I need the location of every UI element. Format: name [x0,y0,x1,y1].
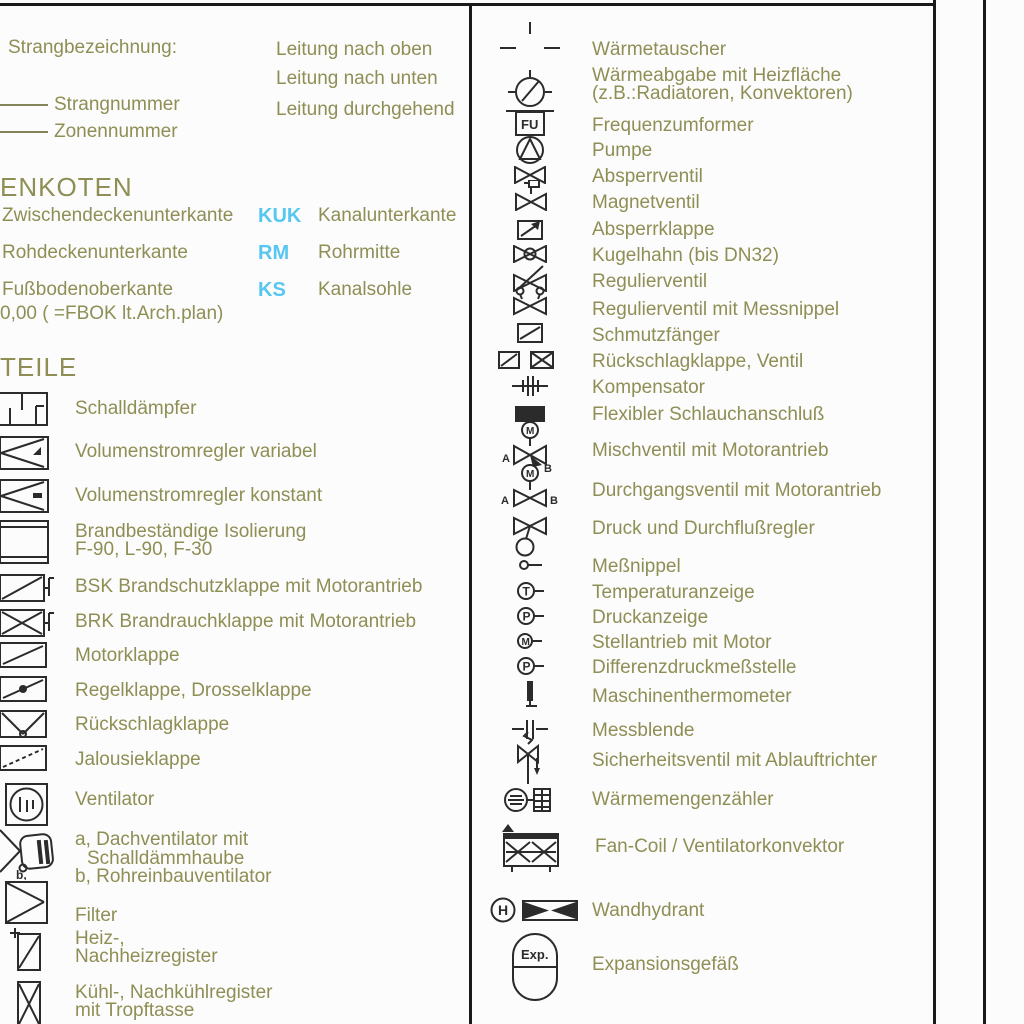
legend-label-line2: mit Tropftasse [75,1000,195,1021]
koten-row-label: Rohrmitte [318,242,401,263]
expansionsgefaess-icon [511,932,559,1002]
messnippel-icon [518,559,544,572]
koten-row-label: Kanalunterkante [318,205,457,226]
legend-label: Expansionsgefäß [592,954,739,975]
volumenstromregler-konstant-icon [0,478,52,514]
motor-letter: M [526,469,535,480]
legend-label: Sicherheitsventil mit Ablauftrichter [592,750,878,771]
fbok-note: 0,00 ( =FBOK lt.Arch.plan) [0,303,224,324]
legend-label: Frequenzumformer [592,115,754,136]
legend-label: Motorklappe [75,645,180,666]
legend-label: Temperaturanzeige [592,582,755,603]
jalousieklappe-icon [0,744,52,772]
port-a-label: A [502,453,510,465]
legend-label-line1: Brandbeständige Isolierung [75,521,307,542]
kuehlregister-icon [8,980,48,1024]
legend-label: Filter [75,905,118,926]
legend-label-line2: Nachheizregister [75,946,218,967]
temperaturanzeige-icon [516,582,546,601]
legend-label: a, Dachventilator mit [75,829,249,850]
hydrant-letter: H [498,902,509,918]
waermetauscher-icon [498,22,562,54]
legend-label: Volumenstromregler konstant [75,485,323,506]
legend-label: Wärmemengenzähler [592,789,774,810]
legend-label: Mischventil mit Motorantrieb [592,440,829,461]
sicherheitsventil-icon [514,732,546,786]
legend-label-line1: Wärmeabgabe mit Heizfläche [592,65,842,86]
koten-abbr: RM [258,242,290,264]
legend-label: Regulierventil [592,271,708,292]
stellantrieb-motor-icon [517,633,545,649]
bauteile-heading: TEILE [0,352,78,382]
schalldaempfer-icon [0,390,50,428]
rueckschlagklappe-icon [0,709,52,739]
zonennummer-line [0,131,48,133]
volumenstromregler-variabel-icon [0,435,52,471]
legend-label [75,984,272,1020]
legend-label: Durchgangsventil mit Motorantrieb [592,480,882,501]
legend-label: Rückschlagklappe [75,714,230,735]
legend-label: Schalldämmhaube [87,848,245,869]
bsk-brandschutzklappe-icon [0,571,58,603]
port-b-label: B [550,495,558,507]
dachventilator-icon [0,824,58,880]
motor-letter: M [526,426,535,437]
koten-row-label: Zwischendeckenunterkante [2,205,234,226]
legend-label: Ventilator [75,789,155,810]
leitung-durchgehend-label: Leitung durchgehend [276,99,455,120]
brandisolierung-icon [0,519,52,565]
legend-label: Magnetventil [592,192,700,213]
legend-label: Schmutzfänger [592,325,720,346]
legend-label: Messblende [592,720,695,741]
legend-label: Stellantrieb mit Motor [592,632,772,653]
fu-icon-text: FU [521,117,539,132]
legend-label: Flexibler Schlauchanschluß [592,404,825,425]
gauge-letter: T [522,584,530,599]
magnetventil-icon [515,180,547,211]
gauge-letter: P [522,659,531,674]
legend-label: Wandhydrant [592,900,705,921]
legend-label [592,67,853,103]
legend-label: Absperrventil [592,166,703,187]
legend-label: Regulierventil mit Messnippel [592,299,840,320]
legend-label: Absperrklappe [592,219,715,240]
heizregister-icon [8,926,48,972]
legend-label: Meßnippel [592,556,681,577]
legend-label [75,930,218,966]
right-border-line-2 [983,0,986,1024]
kugelhahn-icon [513,245,547,263]
filter-icon [5,881,51,925]
exp-label: Exp. [521,947,549,962]
gauge-letter: P [522,609,531,624]
gauge-letter: M [521,637,530,648]
legend-label-line2: (z.B.:Radiatoren, Konvektoren) [592,83,853,104]
port-b-label: B [544,463,552,472]
legend-label: Kugelhahn (bis DN32) [592,245,779,266]
koten-abbr: KUK [258,205,302,227]
wandhydrant-icon [490,897,580,924]
rueckschlagklappe-ventil-icon [498,351,556,370]
legend-label: Schalldämpfer [75,398,197,419]
motorklappe-icon [0,641,52,669]
legend-label: BSK Brandschutzklappe mit Motorantrieb [75,576,423,597]
legend-label: Volumenstromregler variabel [75,441,317,462]
leitung-unten-label: Leitung nach unten [276,68,438,89]
legend-label: Wärmetauscher [592,39,727,60]
schmutzfaenger-icon [517,323,544,344]
legend-label: Pumpe [592,140,653,161]
kompensator-icon [512,375,548,397]
legend-label [75,523,306,559]
legend-label-line1: Kühl-, Nachkühlregister [75,982,273,1003]
legend-label: Fan-Coil / Ventilatorkonvektor [595,836,845,857]
koten-row-label: Fußbodenoberkante [2,279,174,300]
waermeabgabe-icon [498,68,562,114]
legend-label: Jalousieklappe [75,749,201,770]
legend-label: Rückschlagklappe, Ventil [592,351,804,372]
koten-abbr: KS [258,279,286,301]
regelklappe-icon [0,675,52,703]
ventilator-icon [5,783,49,827]
fan-coil-icon [496,822,564,876]
koten-row-label: Rohdeckenunterkante [2,242,188,263]
legend-label: Druckanzeige [592,607,709,628]
maschinenthermometer-icon [522,681,540,709]
pumpe-icon [515,135,545,165]
koten-row-label: Kanalsohle [318,279,413,300]
koten-heading: ENKOTEN [0,172,133,202]
legend-label-line1: Heiz-, [75,928,125,949]
absperrklappe-icon [517,218,544,241]
differenzdruckmessstelle-icon [516,657,546,676]
legend-label: Regelklappe, Drosselklappe [75,680,312,701]
druck-durchflussregler-icon [512,516,548,558]
port-a-label: A [501,495,509,507]
legend-label-line2: F-90, L-90, F-30 [75,539,213,560]
druckanzeige-icon [516,607,546,626]
armaturen-column [470,0,934,1024]
legend-label: Kompensator [592,377,706,398]
legend-label: Maschinenthermometer [592,686,792,707]
bauteile-column [0,0,470,1024]
strangnummer-label: Strangnummer [54,94,180,115]
waermemengenzaehler-icon [504,785,554,815]
legend-label: Differenzdruckmeßstelle [592,657,797,678]
strangnummer-line [0,104,48,106]
legend-label: BRK Brandrauchklappe mit Motorantrieb [75,611,417,632]
legend-label: Druck und Durchflußregler [592,518,815,539]
legend-label: b, Rohreinbauventilator [75,866,272,887]
brk-brandrauchklappe-icon [0,606,58,638]
dachventilator-b-label: b, [16,868,27,880]
zonennummer-label: Zonennummer [54,121,178,142]
frequenzumformer-icon [515,111,545,136]
strang-label: Strangbezeichnung: [8,37,178,58]
leitung-oben-label: Leitung nach oben [276,39,433,60]
regulierventil-messnippel-icon [512,286,548,316]
durchgangsventil-motor-icon [500,464,562,508]
